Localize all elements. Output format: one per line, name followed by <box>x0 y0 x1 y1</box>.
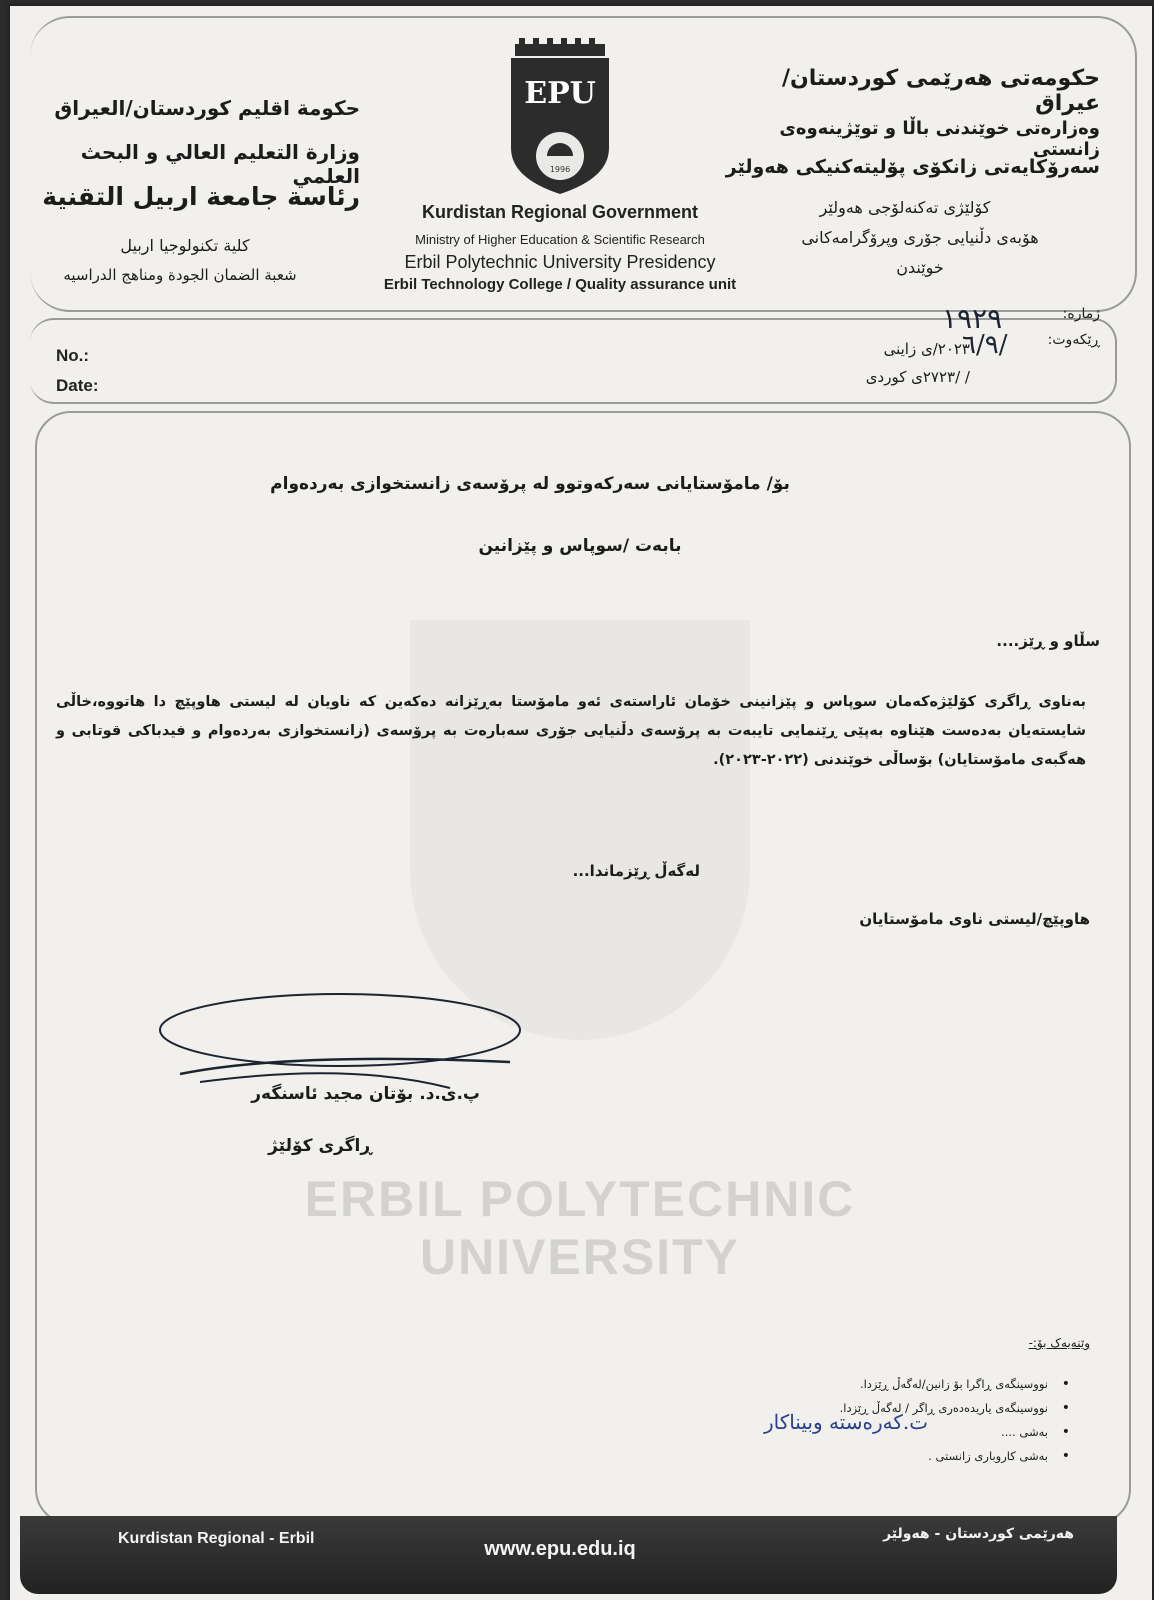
letter-greeting: سڵاو و ڕێز.... <box>996 632 1100 650</box>
gregorian-date-line: ٢٠٢٣/ی زاینی <box>883 340 970 358</box>
letter-subject: بابەت /سوپاس و پێزانین <box>478 536 682 556</box>
date-label: Date: <box>56 376 99 395</box>
cc-item: • نووسینگەی یاریدەدەری ڕاگر / لەگەڵ ڕێزدا. <box>670 1396 1070 1420</box>
header-kurdish-line-4: کۆلێژی تەکنەلۆجی هەولێر <box>819 198 991 217</box>
attachment-note: هاوپێچ/لیستی ناوی مامۆستایان <box>859 910 1090 928</box>
cc-title: وێنەیەک بۆ:- <box>1028 1336 1090 1350</box>
watermark-text: ERBIL POLYTECHNIC UNIVERSITY <box>304 1171 856 1285</box>
rekawt-label: ڕێکەوت: <box>1047 332 1100 348</box>
logo-year: 1996 <box>549 165 571 174</box>
no-label: No.: <box>56 346 90 365</box>
header-kurdish-line-3: سەرۆکایەتی زانکۆی پۆلیتەکنیکی هەولێر <box>725 156 1100 178</box>
header-arabic-line-3: رئاسة جامعة اربيل التقنية <box>42 182 360 211</box>
letter-closing: لەگەڵ ڕێزماندا... <box>572 862 700 880</box>
header-english-line-3: Erbil Polytechnic University Presidency <box>404 252 716 272</box>
logo-text: EPU <box>524 76 596 111</box>
header-kurdish-line-6: خوێندن <box>896 258 944 277</box>
header-english-line-2: Ministry of Higher Education & Scientific Research <box>415 232 705 247</box>
handwritten-date: ٦/٩/ <box>962 330 1008 360</box>
cc-item: • بەشی .... <box>670 1420 1070 1444</box>
header-english-line-1: Kurdistan Regional Government <box>421 202 699 222</box>
cc-item: • نووسینگەی ڕاگرا بۆ زانین/لەگەڵ ڕێزدا. <box>670 1372 1070 1396</box>
header-kurdish-line-2: وەزارەتی خوێندنی باڵا و توێژینەوەی زانستی <box>779 118 1100 160</box>
footer-left-text: Kurdistan Regional - Erbil <box>118 1530 315 1547</box>
header-kurdish-line-1: حکومەتی هەرێمی کوردستان/ عیراق <box>781 66 1100 116</box>
cc-item: • بەشی کاروباری زانستی . <box>670 1444 1070 1468</box>
header-arabic-line-2: وزارة التعليم العالي و البحث العلمي <box>80 140 360 188</box>
zhmara-label: ژمارە: <box>1062 306 1100 322</box>
header-english-line-4: Erbil Technology College / Quality assurance unit <box>383 276 737 293</box>
header-arabic-line-5: شعبة الضمان الجودة ومناهج الدراسيه <box>63 266 297 284</box>
handwritten-number: ١٩٢٩ <box>942 302 1003 335</box>
letter-body: بەناوی ڕاگری کۆلێژەکەمان سوپاس و پێزانینی خۆمان ئاراستەی ئەو مامۆستا بەڕێزانە دەکەین کە ناویان لە لیستی هاوپێچ دا هاتووە،خاڵی شایستەیان بەدەست هێناوە بەپێی ڕێنمایی تایبەت بە پرۆسەی دڵنیایی جۆری سەبارەت بە پرۆسەی (زانستخوازی بەردەوام و فیدباکی قوتابی و هەگبەی مامۆستایان) بۆساڵی خوێندنی (٢٠٢٢-٢٠٢٣). <box>56 694 1086 768</box>
footer-website: www.epu.edu.iq <box>484 1538 636 1560</box>
watermark-shield <box>410 620 750 1040</box>
letter-recipient: بۆ/ مامۆستایانی سەرکەوتوو لە پرۆسەی زانستخوازی بەردەوام <box>270 474 790 494</box>
signer-name: پ.ی.د. بۆتان مجید ئاسنگەر <box>251 1084 480 1104</box>
signer-title: ڕاگری کۆلێژ <box>268 1136 372 1156</box>
header-kurdish-line-5: هۆبەی دڵنیایی جۆری وپرۆگرامەکانی <box>801 228 1039 247</box>
header-arabic-line-4: كلية تكنولوجيا اربيل <box>120 236 250 255</box>
kurdish-date-line: / /٢٧٢٣ی کوردی <box>865 368 970 386</box>
header-arabic-line-1: حكومة اقليم كوردستان/العيراق <box>54 96 360 120</box>
handwritten-cc-note: ت.کەرەستە وبیناکار <box>763 1410 929 1434</box>
footer-right-text: هەرێمی کوردستان - هەولێر <box>883 1526 1074 1542</box>
